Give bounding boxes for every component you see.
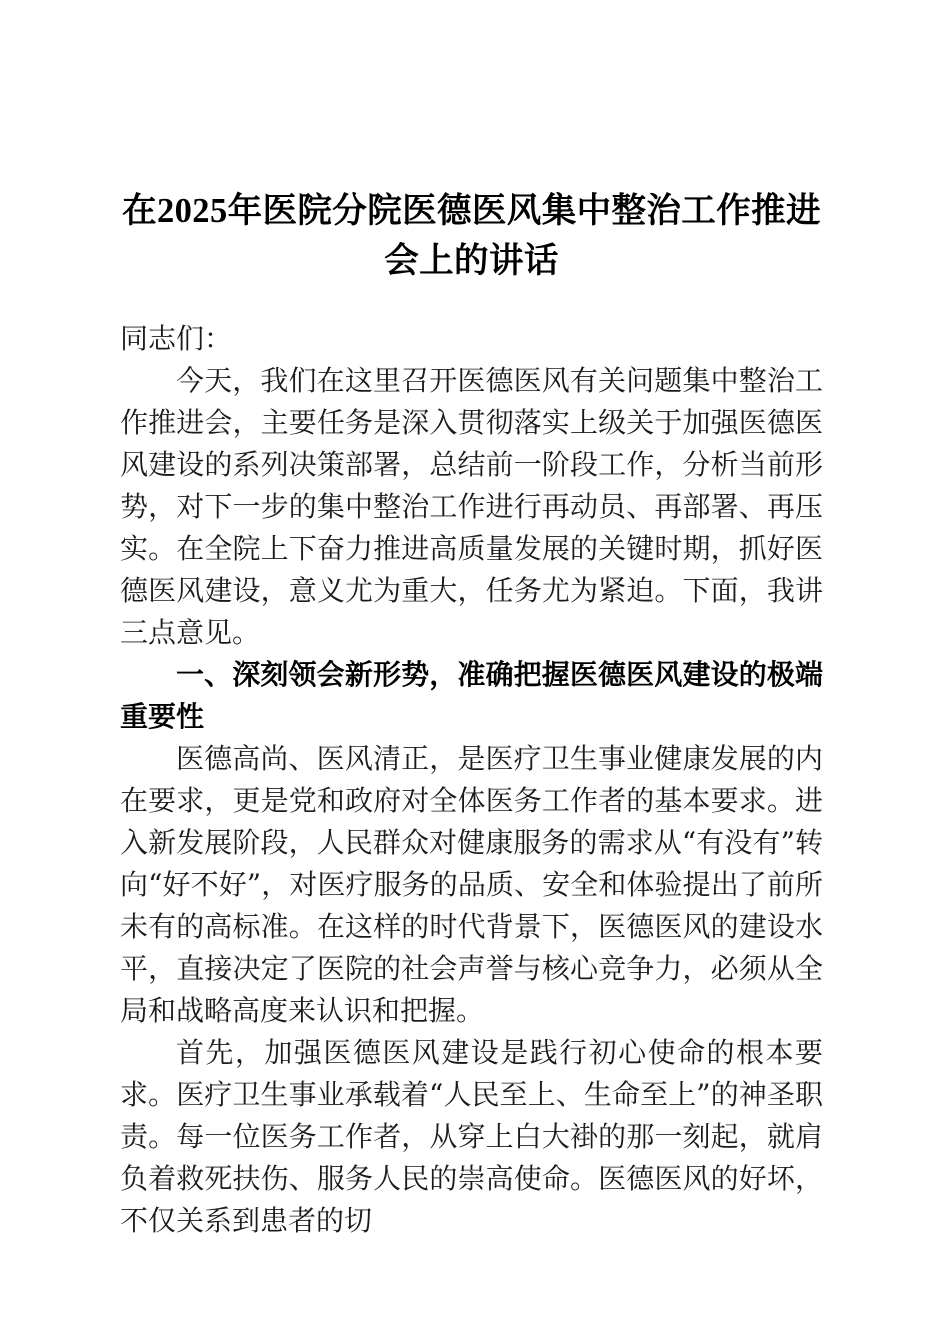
page-title: 在2025年医院分院医德医风集中整治工作推进会上的讲话 <box>122 192 821 280</box>
salutation-line: 同志们： <box>120 322 233 355</box>
paragraph-section-one-point-a: 首先，加强医德医风建设是践行初心使命的根本要求。医疗卫生事业承载着“人民至上、生命至上”的神圣职责。每一位医务工作者，从穿上白大褂的那一刻起，就肩负着救死扶伤、服务人民的崇高使命。医德医风的好坏，不仅关系到患者的切 <box>120 1036 823 1237</box>
paragraph-opening: 今天，我们在这里召开医德医风有关问题集中整治工作推进会，主要任务是深入贯彻落实上级关于加强医德医风建设的系列决策部署，总结前一阶段工作，分析当前形势，对下一步的集中整治工作进行再动员、再部署、再压实。在全院上下奋力推进高质量发展的关键时期，抓好医德医风建设，意义尤为重大，任务尤为紧迫。下面，我讲三点意见。 <box>120 364 823 649</box>
paragraph-section-one-intro: 医德高尚、医风清正，是医疗卫生事业健康发展的内在要求，更是党和政府对全体医务工作者的基本要求。进入新发展阶段，人民群众对健康服务的需求从“有没有”转向“好不好”，对医疗服务的品质、安全和体验提出了前所未有的高标准。在这样的时代背景下，医德医风的建设水平，直接决定了医院的社会声誉与核心竞争力，必须从全局和战略高度来认识和把握。 <box>120 742 823 1027</box>
document-body <box>120 0 823 1242</box>
section-heading-one: 一、深刻领会新形势，准确把握医德医风建设的极端重要性 <box>120 658 823 733</box>
title-spacer <box>120 286 823 318</box>
